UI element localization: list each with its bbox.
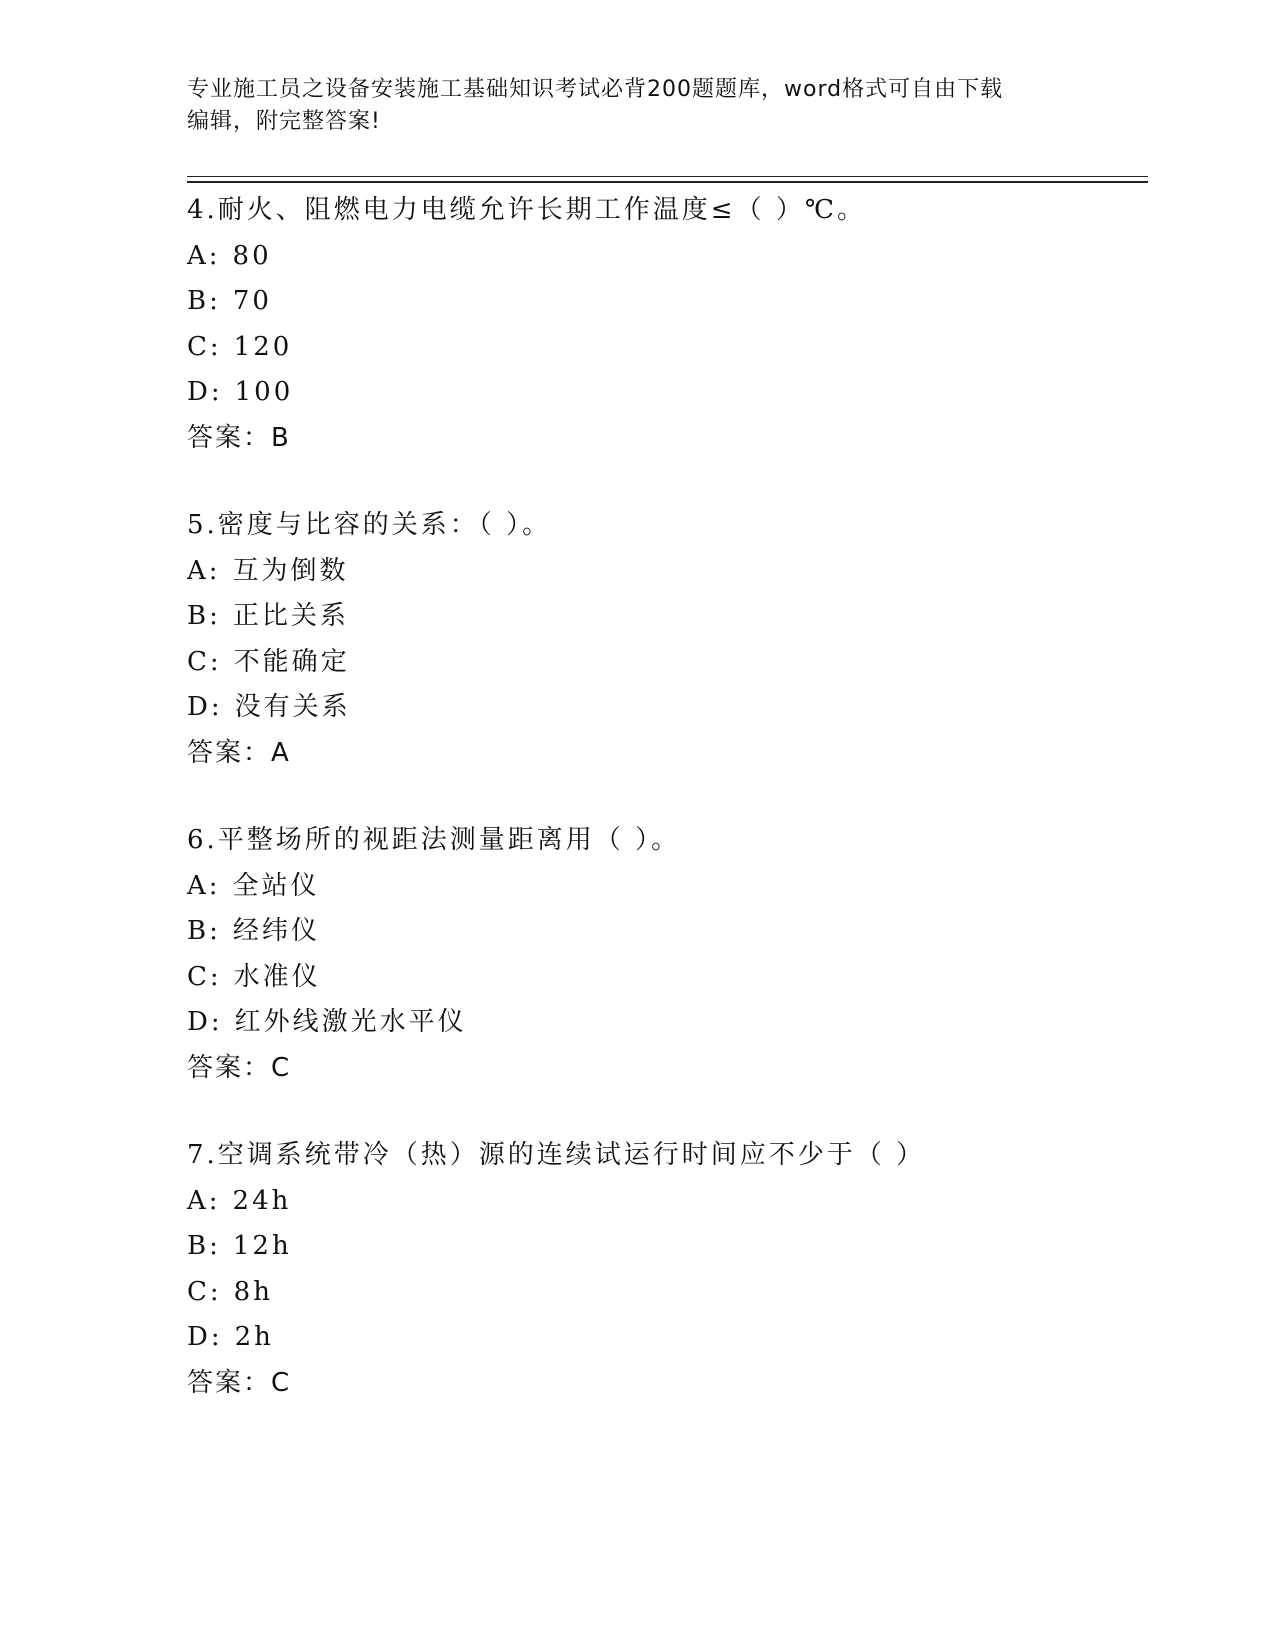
option-c <box>187 640 1147 686</box>
option-a <box>187 864 1147 910</box>
option-key: A: <box>187 870 221 901</box>
header-line-2: 编辑，附完整答案! <box>187 109 381 134</box>
option-key: D: <box>187 1007 223 1037</box>
option-b <box>187 1224 1147 1270</box>
option-text: 正比关系 <box>232 601 349 631</box>
document-header <box>187 74 1067 138</box>
option-b <box>187 594 1147 640</box>
answer-label: 答案：B <box>187 422 291 453</box>
option-text: 没有关系 <box>234 692 351 722</box>
option-b <box>187 279 1147 325</box>
option-key: D: <box>187 1322 223 1352</box>
option-a <box>187 549 1147 595</box>
option-a <box>187 1179 1147 1225</box>
option-text: 12h <box>232 1231 292 1261</box>
option-d <box>187 685 1147 731</box>
header-line-1: 专业施工员之设备安装施工基础知识考试必背200题题库，word格式可自由下载 <box>187 77 1004 102</box>
option-d <box>187 1315 1147 1361</box>
option-key: A: <box>187 555 221 586</box>
option-c <box>187 325 1147 371</box>
option-text: 100 <box>234 377 294 407</box>
question-title: 5.密度与比容的关系：（ ）。 <box>187 510 552 540</box>
option-c <box>187 1270 1147 1316</box>
question-7 <box>187 1133 1147 1406</box>
option-key: C: <box>187 961 222 992</box>
option-text: 水准仪 <box>233 961 321 992</box>
option-key: A: <box>187 1185 221 1216</box>
option-d <box>187 1000 1147 1046</box>
header-divider-bottom <box>187 181 1148 183</box>
header-divider-top <box>187 176 1148 177</box>
option-key: B: <box>187 601 221 631</box>
option-text: 全站仪 <box>232 870 320 901</box>
option-key: B: <box>187 916 221 946</box>
answer-label: 答案：C <box>187 1367 292 1398</box>
option-text: 24h <box>232 1185 292 1216</box>
option-c <box>187 955 1147 1001</box>
option-text: 8h <box>233 1276 273 1307</box>
option-text: 红外线激光水平仪 <box>234 1007 467 1037</box>
option-text: 80 <box>232 240 272 271</box>
answer-label: 答案：C <box>187 1052 292 1083</box>
question-title: 4.耐火、阻燃电力电缆允许长期工作温度≤（ ）℃。 <box>187 195 866 225</box>
option-text: 经纬仪 <box>232 916 320 946</box>
option-text: 不能确定 <box>233 646 350 677</box>
option-text: 互为倒数 <box>232 555 349 586</box>
option-key: D: <box>187 692 223 722</box>
option-text: 2h <box>234 1322 274 1352</box>
option-key: C: <box>187 646 222 677</box>
option-text: 120 <box>233 331 293 362</box>
option-key: C: <box>187 1276 222 1307</box>
option-d <box>187 370 1147 416</box>
option-a <box>187 234 1147 280</box>
option-key: D: <box>187 377 223 407</box>
option-b <box>187 909 1147 955</box>
option-key: A: <box>187 240 221 271</box>
question-6 <box>187 818 1147 1091</box>
question-4 <box>187 188 1147 461</box>
option-key: B: <box>187 286 221 316</box>
question-title: 6.平整场所的视距法测量距离用（ ）。 <box>187 825 681 855</box>
question-title: 7.空调系统带冷（热）源的连续试运行时间应不少于（ ） <box>187 1140 926 1170</box>
option-text: 70 <box>232 286 272 316</box>
answer-label: 答案：A <box>187 737 291 768</box>
option-key: B: <box>187 1231 221 1261</box>
question-5 <box>187 503 1147 776</box>
option-key: C: <box>187 331 222 362</box>
